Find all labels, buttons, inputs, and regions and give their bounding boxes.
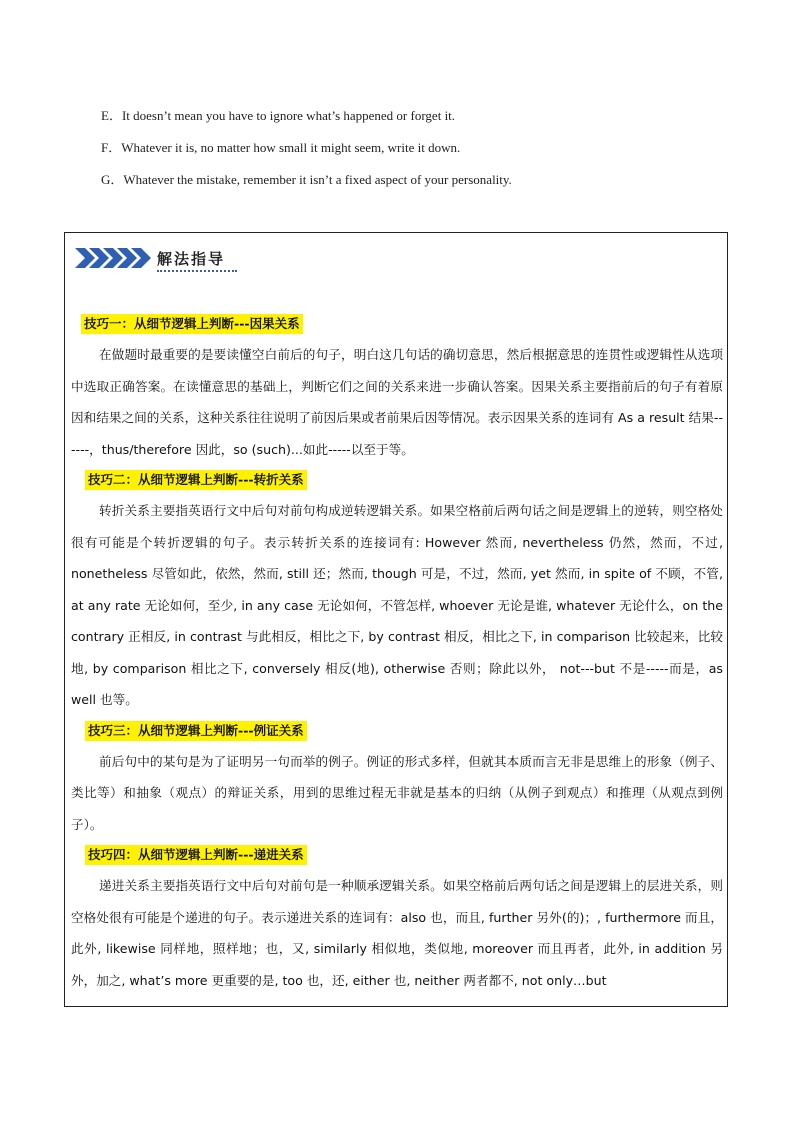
tips-content [71,309,723,996]
solution-guide-box [64,232,728,1007]
tip-3-body: 前后句中的某句是为了证明另一句而举的例子。例证的形式多样，但就其本质而言无非是思维上的形象（例子、类比等）和抽象（观点）的辩证关系，用到的思维过程无非就是基本的归纳（从例子到观点）和推理（从观点到例子）。 [71,753,723,832]
chevron-arrows-icon [75,246,155,270]
tip-2-title: 技巧二：从细节逻辑上判断---转折关系 [85,470,307,490]
tip-1-body: 在做题时最重要的是要读懂空白前后的句子，明白这几句话的确切意思，然后根据意思的连贯性或逻辑性从选项中选取正确答案。在读懂意思的基础上，判断它们之间的关系来进一步确认答案。因果关系主要指前后的句子有着原因和结果之间的关系，这种关系往往说明了前因后果或者前果后因等情况。表示因果关系的连词有 As a result 结果------，thus/therefore 因此，so (such)...如此-----以至于等。 [71,347,723,457]
banner-dotted-underline [157,270,237,272]
tip-1-title: 技巧一：从细节逻辑上判断---因果关系 [81,314,303,334]
banner-title: 解法指导 [157,250,226,268]
tip-4-title: 技巧四：从细节逻辑上判断---递进关系 [85,845,307,865]
answer-options [101,100,741,196]
option-e: E．It doesn’t mean you have to ignore what’s happened or forget it. [101,108,456,123]
option-g: G．Whatever the mistake, remember it isn’t a fixed aspect of your personality. [101,172,512,187]
tip-4-body: 递进关系主要指英语行文中后句对前句是一种顺承逻辑关系。如果空格前后两句话之间是逻辑上的层进关系，则空格处很有可能是个递进的句子。表示递进关系的连词有：also 也，而且, further 另外(的)；, furthermore 而且，此外, likewise 同样地，照样地；也，又, similarly 相似地，类似地, moreover 而且再者，此外, in addition 另外，加之, what’s more 更重要的是, too 也，还, either 也, neither 两者都不, not only…but [71,878,723,988]
tip-3-title: 技巧三：从细节逻辑上判断---例证关系 [85,721,307,741]
option-f: F．Whatever it is, no matter how small it might seem, write it down. [101,140,461,155]
tip-2-body: 转折关系主要指英语行文中后句对前句构成逆转逻辑关系。如果空格前后两句话之间是逻辑上的逆转，则空格处很有可能是个转折逻辑的句子。表示转折关系的连接词有: However 然而, nevertheless 仍然，然而，不过, nonetheless 尽管如此，依然，然而, still 还；然而, though 可是，不过，然而, yet 然而, in spite of 不顾，不管, at any rate 无论如何，至少, in any case 无论如何，不管怎样, whoever 无论是谁, whatever 无论什么，on the contrary 正相反, in contrast 与此相反，相比之下, by contrast 相反，相比之下, in comparison 比较起来，比较地, by comparison 相比之下, conversely 相反(地), otherwise 否则；除此以外， not---but 不是-----而是，as well 也等。 [71,503,723,707]
section-banner [75,243,235,273]
